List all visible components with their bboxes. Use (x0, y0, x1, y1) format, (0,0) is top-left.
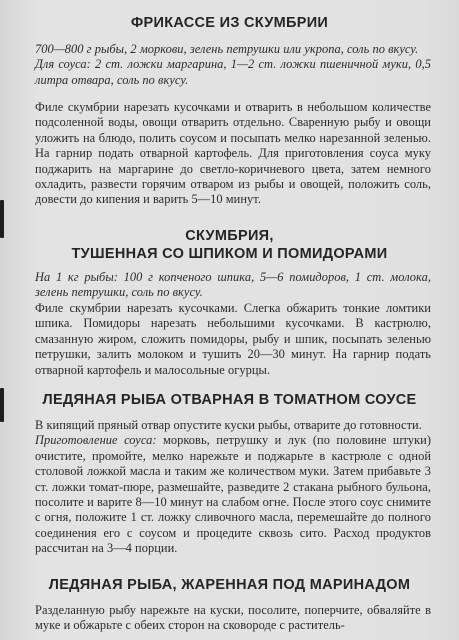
sauce-label: Приготовление соуса: (35, 433, 157, 448)
recipe-paragraph: В кипящий пряный отвар опустите куски рыбы, отварите до готовности. (35, 418, 422, 432)
ingredients-line: На 1 кг рыбы: 100 г копченого шпика, 5—6 помидоров, 1 ст. молока, зелень петрушки, соль по вкусу. (35, 270, 431, 300)
ingredients-line: 700—800 г рыбы, 2 моркови, зелень петрушки или укропа, соль по вкусу. (35, 42, 419, 56)
recipe-title: ЛЕДЯНАЯ РЫБА, ЖАРЕННАЯ ПОД МАРИНАДОМ (48, 577, 411, 593)
recipe-text (35, 100, 431, 208)
recipe-title: СКУМБРИЯ, (185, 228, 274, 244)
recipe-text (35, 603, 431, 634)
recipe-paragraph: Филе скумбрии нарезать кусочками и отварить в небольшом количестве подсоленной воды, овощи отварить отдельно. Сваренную рыбу и овощи уложить на блюдо, полить соусом и посыпать мелко нарезанной зеленью. На гарнир подать отварной картофель. Для приготовления соуса муку поджарить на маргарине до светло-коричневого цвета, затем немного охладить, развести горячим отваром из рыбы и овощей, положить соль, довести до кипения и варить 5—10 минут. (35, 100, 431, 207)
recipe-title: ЛЕДЯНАЯ РЫБА ОТВАРНАЯ В ТОМАТНОМ СОУСЕ (42, 392, 417, 408)
recipe-title: ТУШЕННАЯ СО ШПИКОМ И ПОМИДОРАМИ (71, 246, 388, 262)
recipe-text (35, 418, 431, 557)
sauce-ingredients-line: Для соуса: 2 ст. ложки маргарина, 1—2 ст. ложки пшеничной муки, 0,5 литра отвара, соль по вкусу. (35, 57, 431, 87)
recipe-title: ФРИКАССЕ ИЗ СКУМБРИИ (130, 15, 329, 31)
recipe-paragraph (35, 433, 431, 556)
recipe-text (35, 301, 431, 378)
sauce-text: морковь, петрушку и лук (по половине штуки) очистите, промойте, мелко нарежьте и поджарьте в кастрюле с одной столовой ложкой масла и таким же количеством муки. Затем прибавьте 3 ст. ложки томат-пюре, размешайте, разведите 2 стакана рыбного бульона, посолите и варите 8—10 минут на слабом огне. После этого соус снимите с огня, положите 1 ст. ложку сливочного масла, перемешайте до полного соединения его с соусом и процедите сквозь сито. Расход продуктов рассчитан на 3—4 порции. (35, 433, 432, 556)
ingredients (35, 270, 431, 301)
recipe-paragraph: Разделанную рыбу нарежьте на куски, посолите, поперчите, обваляйте в муке и обжарьте с обеих сторон на сковороде с раститель- (35, 603, 431, 633)
ingredients (35, 42, 431, 88)
recipe-paragraph: Филе скумбрии нарезать кусочками. Слегка обжарить тонкие ломтики шпика. Помидоры нарезать небольшими кусочками. В кастрюлю, смазанную жиром, сложить помидоры, рыбу и шпик, посыпать зеленью петрушки, залить молоком и тушить 20—30 минут. На гарнир подать отварной картофель и малосольные огурцы. (35, 301, 431, 377)
